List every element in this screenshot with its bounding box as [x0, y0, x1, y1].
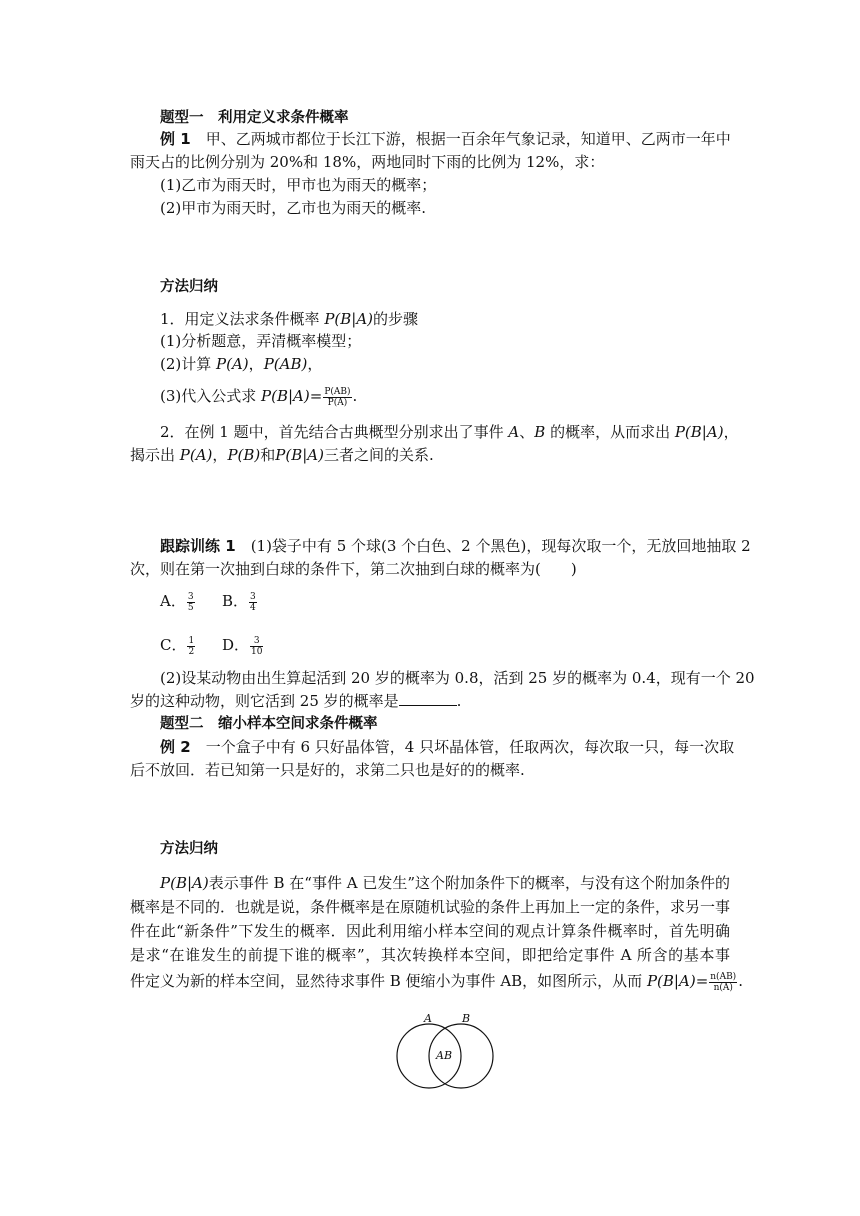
method-1-line-1: 1．用定义法求条件概率 P(B|A)的步骤 — [160, 310, 419, 328]
example-1-question-2: (2)甲市为雨天时，乙市也为雨天的概率. — [160, 199, 427, 217]
method-2-line-1: P(B|A)表示事件 B 在“事件 A 已发生”这个附加条件下的概率，与没有这个附加条件的 — [160, 874, 730, 892]
example-2-label: 例 2 — [160, 738, 191, 756]
option-b: B． $\frac{3}{4}$ — [222, 591, 256, 613]
practice-1-line-1: 跟踪训练 1 (1)袋子中有 5 个球(3 个白色、2 个黑色)，现每次取一个，无放回地抽取 2 — [160, 537, 751, 555]
venn-label-ab: AB — [436, 1049, 453, 1062]
formula-fraction: $\frac{P(AB)}{P(A)}$ — [324, 386, 351, 408]
method-2-title: 方法归纳 — [160, 841, 218, 857]
method-1-line-5: 2．在例 1 题中，首先结合古典概型分别求出了事件 A、B 的概率，从而求出 P(B|A)， — [160, 423, 739, 441]
venn-label-a: A — [424, 1012, 432, 1025]
option-d: D． $\frac{3}{10}$ — [222, 635, 263, 657]
method-2-line-5: 件定义为新的样本空间，显然待求事件 B 便缩小为事件 AB，如图所示，从而 P(B|A)= $\frac{n(AB)}{n(A)}$ . — [130, 971, 743, 993]
example-2-line-2: 后不放回．若已知第一只是好的，求第二只也是好的的概率. — [130, 761, 525, 779]
method-2-line-4: 是求“在谁发生的前提下谁的概率”，其次转换样本空间，即把给定事件 A 所含的基本事 — [130, 946, 730, 964]
section-1-title: 题型一 利用定义求条件概率 — [160, 110, 349, 126]
example-1-line-1 — [160, 128, 731, 150]
method-1-line-2: (1)分析题意，弄清概率模型； — [160, 332, 362, 350]
method-1-title: 方法归纳 — [160, 279, 218, 295]
formula-fraction-n: $\frac{n(AB)}{n(A)}$ — [710, 971, 737, 993]
example-2-line-1: 例 2 一个盒子中有 6 只好晶体管，4 只坏晶体管，任取两次，每次取一只，每一次取 — [160, 738, 735, 756]
practice-1-q2-line-2: 岁的这种动物，则它活到 25 岁的概率是 . — [130, 692, 462, 710]
example-1-line-2: 雨天占的比例分别为 20%和 18%，两地同时下雨的比例为 12%，求： — [130, 153, 605, 171]
practice-1-line-2: 次，则在第一次抽到白球的条件下，第二次抽到白球的概率为( ) — [130, 560, 577, 578]
practice-1-q2-line-1: (2)设某动物由出生算起活到 20 岁的概率为 0.8，活到 25 岁的概率为 0.4，现有一个 20 — [160, 669, 755, 687]
option-a: A． $\frac{3}{5}$ — [160, 591, 194, 613]
example-1-question-1: (1)乙市为雨天时，甲市也为雨天的概率； — [160, 176, 437, 194]
method-2-line-3: 件在此“新条件”下发生的概率．因此利用缩小样本空间的观点计算条件概率时，首先明确 — [130, 922, 730, 940]
method-1-line-3: (2)计算 P(A)，P(AB)， — [160, 355, 323, 373]
method-1-line-4: (3)代入公式求 P(B|A)= $\frac{P(AB)}{P(A)}$ . — [160, 386, 358, 408]
example-1-label: 例 1 — [160, 130, 191, 148]
method-1-line-6: 揭示出 P(A)，P(B)和P(B|A)三者之间的关系. — [130, 446, 434, 464]
practice-1-label: 跟踪训练 1 — [160, 537, 236, 555]
venn-label-b: B — [462, 1012, 471, 1025]
method-2-line-2: 概率是不同的．也就是说，条件概率是在原随机试验的条件上再加上一定的条件，求另一事 — [130, 898, 731, 916]
option-c: C． $\frac{1}{2}$ — [160, 635, 195, 657]
answer-blank — [399, 691, 457, 706]
example-1-text-1: 甲、乙两城市都位于长江下游，根据一百余年气象记录，知道甲、乙两市一年中 — [205, 130, 731, 148]
venn-diagram — [390, 1010, 500, 1090]
section-2-title: 题型二 缩小样本空间求条件概率 — [160, 716, 378, 732]
